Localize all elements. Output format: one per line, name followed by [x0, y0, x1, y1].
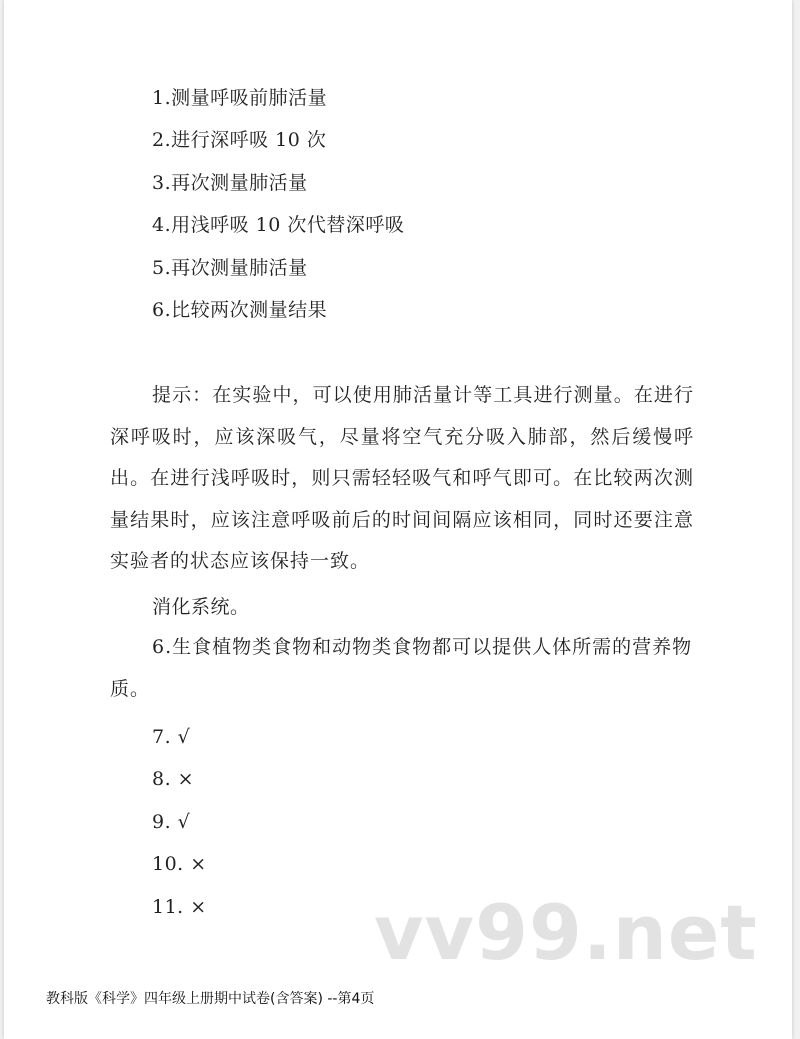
digestive-system-answer: 消化系统。	[152, 596, 250, 618]
answer-8: 8. ×	[152, 768, 195, 790]
step-3: 3.再次测量肺活量	[152, 172, 308, 194]
answer-9: 9. √	[152, 811, 191, 833]
answer-10: 10. ×	[152, 853, 207, 875]
step-4: 4.用浅呼吸 10 次代替深呼吸	[152, 214, 405, 236]
document-page	[4, 0, 792, 1039]
page-footer: 教科版《科学》四年级上册期中试卷(含答案) --第4页	[46, 991, 375, 1007]
answer-11: 11. ×	[152, 896, 207, 918]
step-2: 2.进行深呼吸 10 次	[152, 129, 327, 151]
step-1: 1.测量呼吸前肺活量	[152, 87, 328, 109]
step-6: 6.比较两次测量结果	[152, 299, 328, 321]
hint-paragraph: 提示：在实验中，可以使用肺活量计等工具进行测量。在进行深呼吸时，应该深吸气，尽量将空气充分吸入肺部，然后缓慢呼出。在进行浅呼吸时，则只需轻轻吸气和呼气即可。在比较两次测量结果时，应该注意呼吸前后的时间间隔应该相同，同时还要注意实验者的状态应该保持一致。	[110, 384, 694, 573]
question-6-answer: 6.生食植物类食物和动物类食物都可以提供人体所需的营养物质。	[110, 636, 693, 700]
watermark: vv99.net	[374, 888, 758, 977]
answer-7: 7. √	[152, 726, 191, 748]
step-5: 5.再次测量肺活量	[152, 257, 308, 279]
